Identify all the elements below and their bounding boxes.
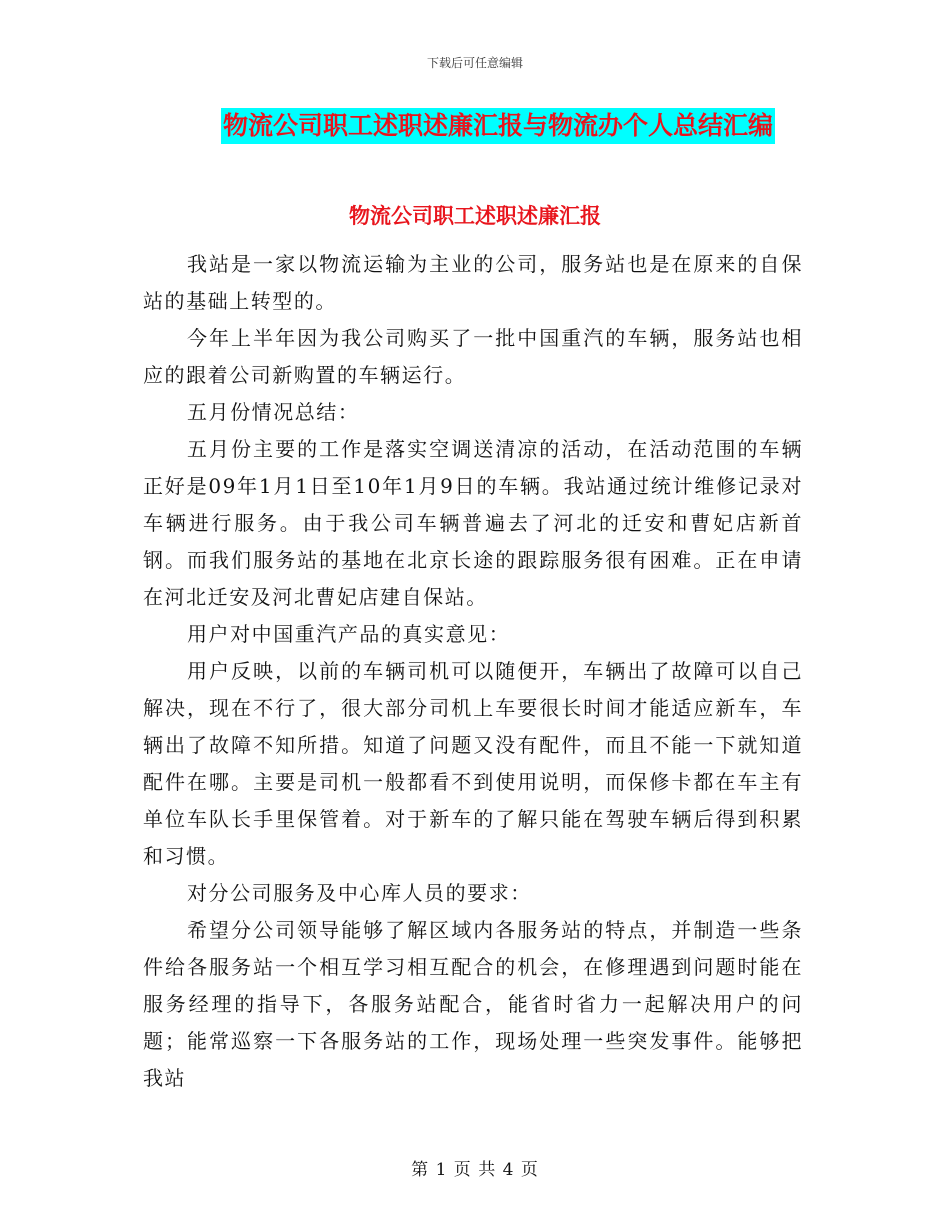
section-title: 物流公司职工述职述廉汇报 [349, 203, 601, 228]
page-number-footer: 第 1 页 共 4 页 [411, 1160, 539, 1180]
paragraph: 希望分公司领导能够了解区域内各服务站的特点，并制造一些条件给各服务站一个相互学习相互配合的机会，在修理遇到问题时能在服务经理的指导下，各服务站配合，能省时省力一起解决用户的问题；能常巡察一下各服务站的工作，现场处理一些突发事件。能够把我站 [143, 918, 803, 1090]
paragraph: 我站是一家以物流运输为主业的公司，服务站也是在原来的自保站的基础上转型的。 [143, 252, 803, 313]
paragraph: 对分公司服务及中心库人员的要求： [187, 881, 532, 905]
paragraph: 今年上半年因为我公司购买了一批中国重汽的车辆，服务站也相应的跟着公司新购置的车辆运行。 [143, 326, 803, 387]
paragraph: 用户反映，以前的车辆司机可以随便开，车辆出了故障可以自己解决，现在不行了，很大部分司机上车要很长时间才能适应新车，车辆出了故障不知所措。知道了问题又没有配件，而且不能一下就知道配件在哪。主要是司机一般都看不到使用说明，而保修卡都在车主有单位车队长手里保管着。对于新车的了解只能在驾驶车辆后得到积累和习惯。 [143, 659, 803, 868]
document-title: 物流公司职工述职述廉汇报与物流办个人总结汇编 [221, 108, 775, 144]
page-header-note: 下载后可任意编辑 [426, 56, 523, 70]
paragraph: 五月份情况总结： [187, 400, 360, 424]
document-title-container [0, 108, 950, 144]
paragraph: 用户对中国重汽产品的真实意见： [187, 622, 511, 646]
paragraph: 五月份主要的工作是落实空调送清凉的活动，在活动范围的车辆正好是09年1月1日至10年1月9日的车辆。我站通过统计维修记录对车辆进行服务。由于我公司车辆普遍去了河北的迁安和曹妃店新首钢。而我们服务站的基地在北京长途的跟踪服务很有困难。正在申请在河北迁安及河北曹妃店建自保站。 [143, 437, 803, 609]
document-body [143, 246, 803, 1097]
